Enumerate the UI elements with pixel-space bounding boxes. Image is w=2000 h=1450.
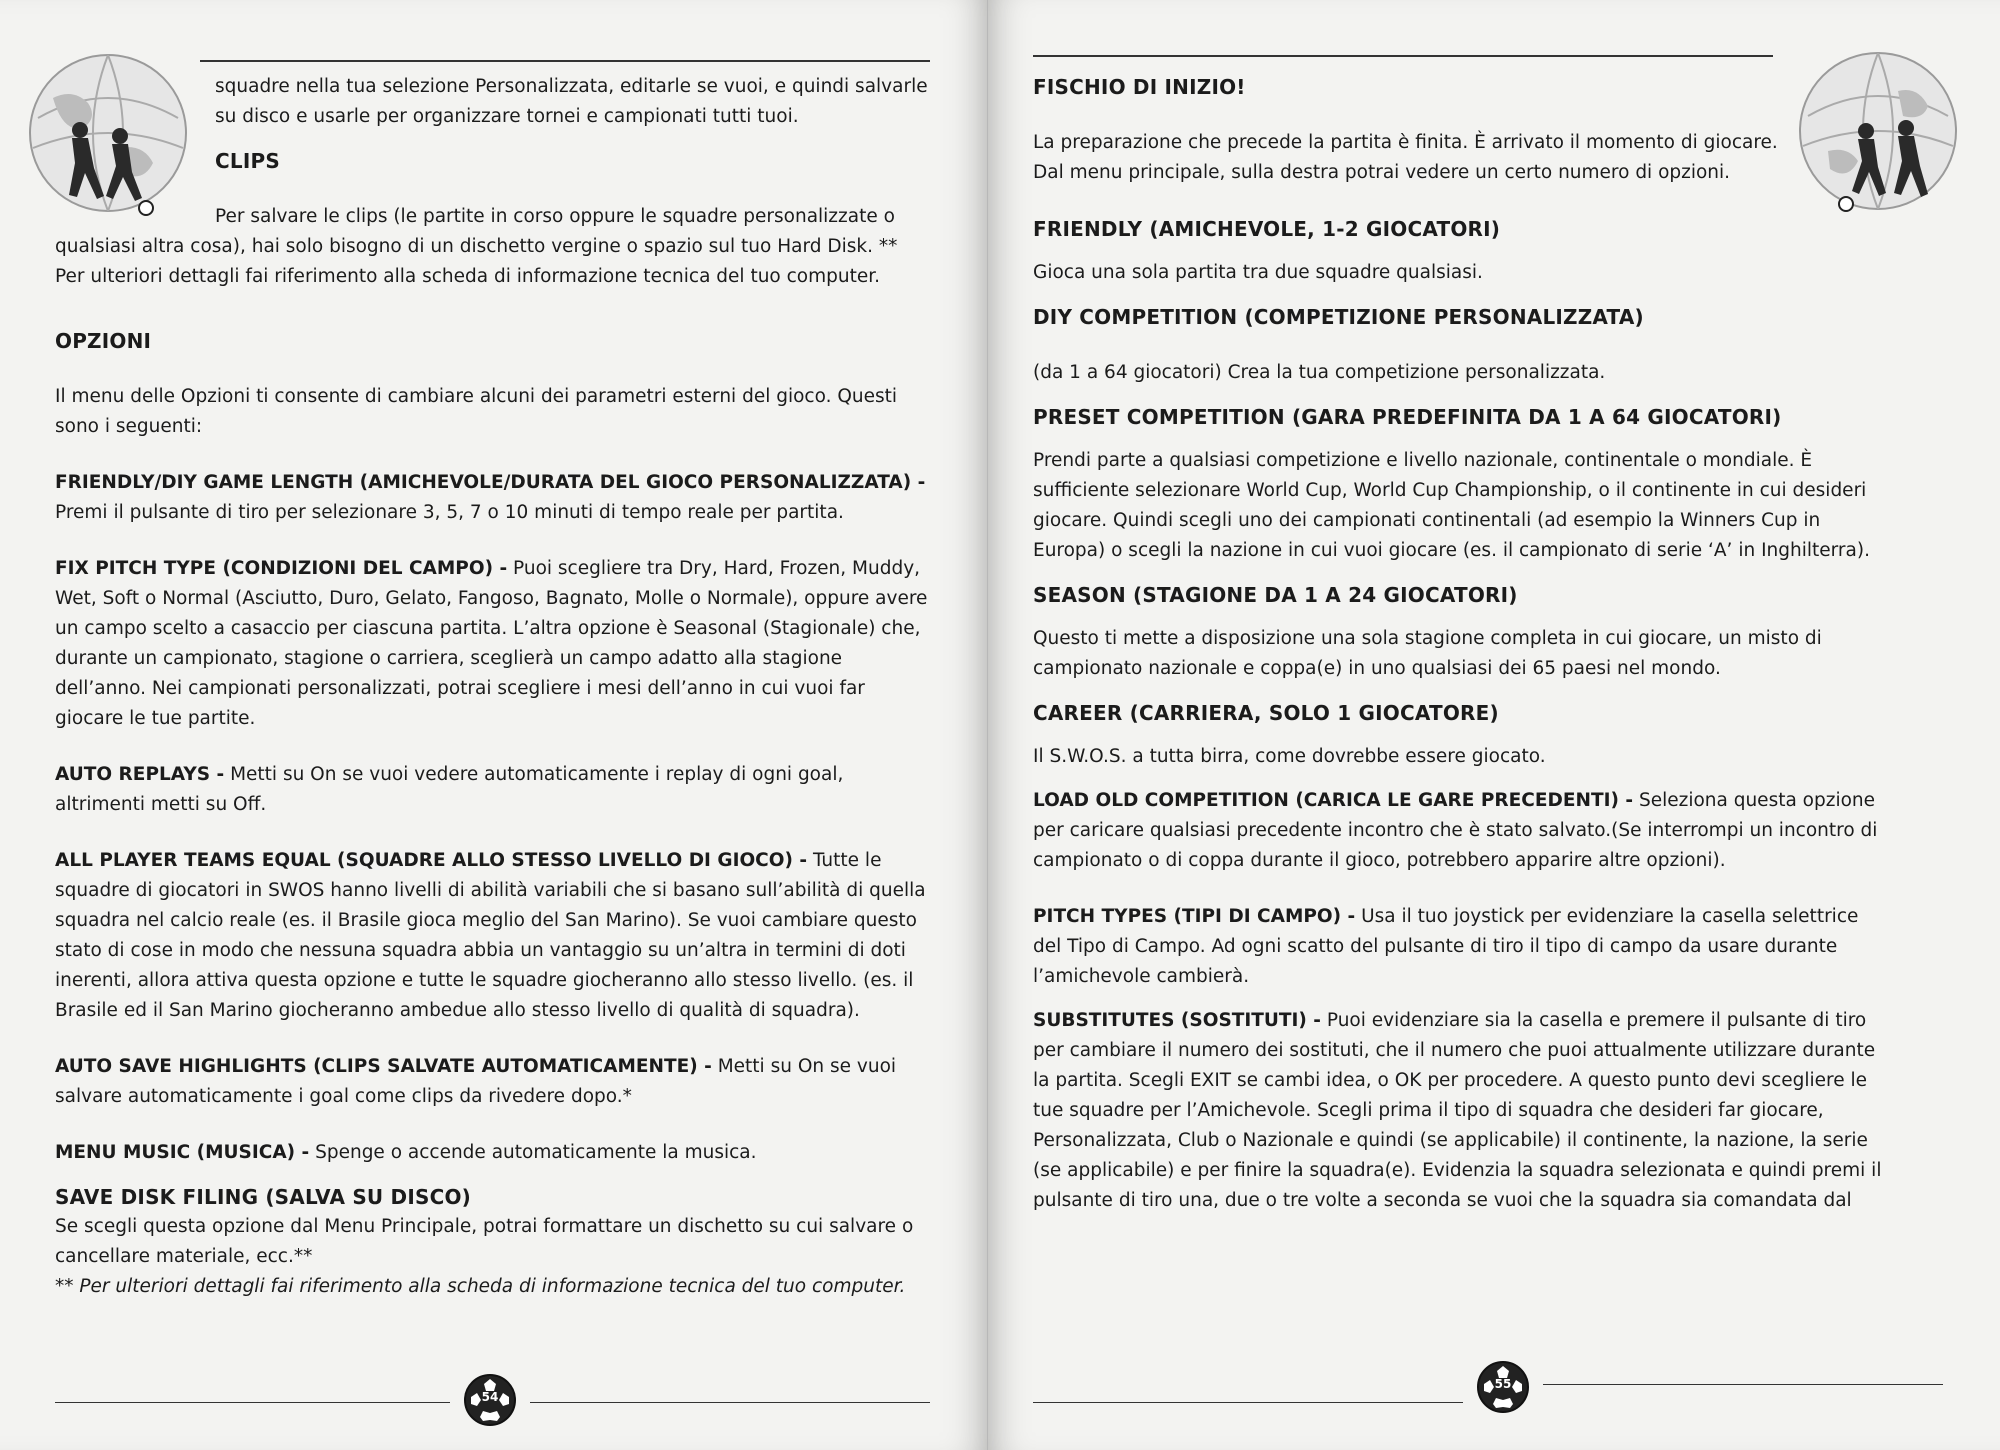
option-text: Puoi scegliere tra Dry, Hard, Frozen, Muddy, Wet, Soft o Normal (Asciutto, Duro, Gelato, Fangoso, Bagnato, Molle o Normale), oppure avere un campo scelto a casaccio per ciascuna partita. L’altra opzione è Seasonal (Stagionale) che, durante un campionato, stagione o carriera, sceglierà un campo adatto alla stagione dell’anno. Nei campionati personalizzati, potrai scegliere i mesi dell’anno in cui vuoi far giocare le tue partite. — [55, 558, 928, 729]
opzioni-heading: OPZIONI — [55, 329, 152, 353]
option-substitutes — [1033, 1006, 1883, 1216]
option-heading: PITCH TYPES (TIPI DI CAMPO) - — [1033, 906, 1356, 927]
intro-paragraph: squadre nella tua selezione Personalizzata, editarle se vuoi, e quindi salvarle su disco e usarle per organizzare tornei e campionati tutti tuoi. — [215, 76, 928, 127]
page-number: 55 — [1494, 1377, 1512, 1391]
right-page — [988, 0, 2000, 1450]
left-page — [0, 0, 988, 1450]
option-load-old — [1033, 786, 1883, 876]
option-text: Tutte le squadre di giocatori in SWOS hanno livelli di abilità variabili che si basano sull’abilità di quella squadra nel calcio reale (es. il Brasile gioca meglio del San Marino). Se vuoi cambiare questo stato di cose in modo che nessuna squadra abbia un vantaggio su un’altra in termini di doti inerenti, allora attiva questa opzione e tutte le squadre giocheranno allo stesso livello. (es. il Brasile ed il San Marino giocheranno ambedue allo stesso livello di qualità di squadra). — [55, 850, 926, 1021]
footnote: ** Per ulteriori dettagli fai riferimento alla scheda di informazione tecnica del tuo computer. — [55, 1276, 906, 1297]
season-heading: SEASON (STAGIONE DA 1 A 24 GIOCATORI) — [1033, 583, 1518, 607]
page-number: 54 — [481, 1390, 499, 1404]
clips-paragraph: Per salvare le clips (le partite in corso oppure le squadre personalizzate o qualsiasi altra cosa), hai solo bisogno di un dischetto vergine o spazio sul tuo Hard Disk. ** Per ulteriori dettagli fai riferimento alla scheda di informazione tecnica del tuo computer. — [55, 206, 898, 287]
option-heading: SUBSTITUTES (SOSTITUTI) - — [1033, 1010, 1321, 1031]
option-heading: AUTO REPLAYS - — [55, 764, 225, 785]
option-heading: AUTO SAVE HIGHLIGHTS (CLIPS SALVATE AUTOMATICAMENTE) - — [55, 1056, 712, 1077]
option-auto-replays — [55, 760, 930, 820]
clips-heading: CLIPS — [215, 149, 280, 173]
option-text: Metti su On se vuoi salvare automaticamente i goal come clips da rivedere dopo.* — [55, 1056, 897, 1107]
option-pitch-type — [55, 554, 930, 734]
right-page-text — [1033, 72, 1883, 1216]
option-pitch-types — [1033, 902, 1883, 992]
preset-paragraph: Prendi parte a qualsiasi competizione e livello nazionale, continentale o mondiale. È sufficiente selezionare World Cup, World Cup Championship, o il continente in cui desideri giocare. Quindi scegli uno dei campionati continentali (ad esempio la Winners Cup in Europa) o scegli la nazione in cui vuoi giocare (es. il campionato di serie ‘A’ in Inghilterra). — [1033, 450, 1870, 561]
bottom-rule — [1033, 1402, 1463, 1403]
option-heading: FIX PITCH TYPE (CONDIZIONI DEL CAMPO) - — [55, 558, 508, 579]
friendly-heading: FRIENDLY (AMICHEVOLE, 1-2 GIOCATORI) — [1033, 217, 1501, 241]
option-menu-music — [55, 1138, 930, 1168]
bottom-rule — [1543, 1384, 1943, 1385]
option-text: Usa il tuo joystick per evidenziare la casella selettrice del Tipo di Campo. Ad ogni scatto del pulsante di tiro il tipo di campo da usare durante l’amichevole cambierà. — [1033, 906, 1859, 987]
option-text: Puoi evidenziare sia la casella e premere il pulsante di tiro per cambiare il numero dei sostituti, che il numero che puoi attualmente utilizzare durante la partita. Scegli EXIT se cambi idea, o OK per procedere. A questo punto devi scegliere le tue squadre per l’Amichevole. Scegli prima il tipo di squadra che desideri far giocare, Personalizzata, Club o Nazionale e quindi (se applicabile) il continente, la nazione, la serie (se applicabile) e per finire la squadra(e). Evidenzia la squadra selezionata e quindi premi il pulsante di tiro una, due o tre volte a seconda se vuoi che la squadra sia comandata dal — [1033, 1010, 1882, 1211]
bottom-rule — [55, 1402, 450, 1403]
preset-heading: PRESET COMPETITION (GARA PREDEFINITA DA 1 A 64 GIOCATORI) — [1033, 405, 1782, 429]
page-number-badge — [463, 1373, 517, 1427]
career-heading: CAREER (CARRIERA, SOLO 1 GIOCATORE) — [1033, 701, 1499, 725]
career-paragraph: Il S.W.O.S. a tutta birra, come dovrebbe essere giocato. — [1033, 746, 1546, 767]
top-rule — [200, 60, 930, 62]
opzioni-paragraph: Il menu delle Opzioni ti consente di cambiare alcuni dei parametri esterni del gioco. Questi sono i seguenti: — [55, 386, 898, 437]
bottom-rule — [530, 1402, 930, 1403]
save-disk-heading: SAVE DISK FILING (SALVA SU DISCO) — [55, 1185, 471, 1209]
friendly-paragraph: Gioca una sola partita tra due squadre qualsiasi. — [1033, 262, 1483, 283]
option-text: Premi il pulsante di tiro per selezionare 3, 5, 7 o 10 minuti di tempo reale per partita. — [55, 502, 844, 523]
option-heading: FRIENDLY/DIY GAME LENGTH (AMICHEVOLE/DURATA DEL GIOCO PERSONALIZZATA) - — [55, 472, 926, 493]
left-page-text — [55, 72, 930, 1302]
season-paragraph: Questo ti mette a disposizione una sola stagione completa in cui giocare, un misto di campionato nazionale e coppa(e) in uno qualsiasi dei 65 paesi nel mondo. — [1033, 628, 1822, 679]
diy-paragraph: (da 1 a 64 giocatori) Crea la tua competizione personalizzata. — [1033, 362, 1606, 383]
diy-heading: DIY COMPETITION (COMPETIZIONE PERSONALIZZATA) — [1033, 305, 1644, 329]
option-heading: MENU MUSIC (MUSICA) - — [55, 1142, 310, 1163]
top-rule — [1033, 55, 1773, 57]
option-heading: LOAD OLD COMPETITION (CARICA LE GARE PRECEDENTI) - — [1033, 790, 1634, 811]
kickoff-paragraph: La preparazione che precede la partita è finita. È arrivato il momento di giocare. Dal menu principale, sulla destra potrai vedere un certo numero di opzioni. — [1033, 132, 1778, 183]
save-disk-paragraph: Se scegli questa opzione dal Menu Principale, potrai formattare un dischetto su cui salvare o cancellare materiale, ecc.** — [55, 1216, 914, 1267]
page-number-badge — [1476, 1360, 1530, 1414]
option-teams-equal — [55, 846, 930, 1026]
option-text: Seleziona questa opzione per caricare qualsiasi precedente incontro che è stato salvato.(Se interrompi un incontro di campionato o di coppa durante il gioco, potrebbero apparire altre opzioni). — [1033, 790, 1878, 871]
option-game-length — [55, 468, 930, 528]
option-text: Spenge o accende automaticamente la musica. — [309, 1142, 757, 1163]
option-heading: ALL PLAYER TEAMS EQUAL (SQUADRE ALLO STESSO LIVELLO DI GIOCO) - — [55, 850, 808, 871]
option-text: Metti su On se vuoi vedere automaticamente i replay di ogni goal, altrimenti metti su Off. — [55, 764, 844, 815]
kickoff-heading: FISCHIO DI INIZIO! — [1033, 75, 1246, 99]
option-auto-save — [55, 1052, 930, 1112]
